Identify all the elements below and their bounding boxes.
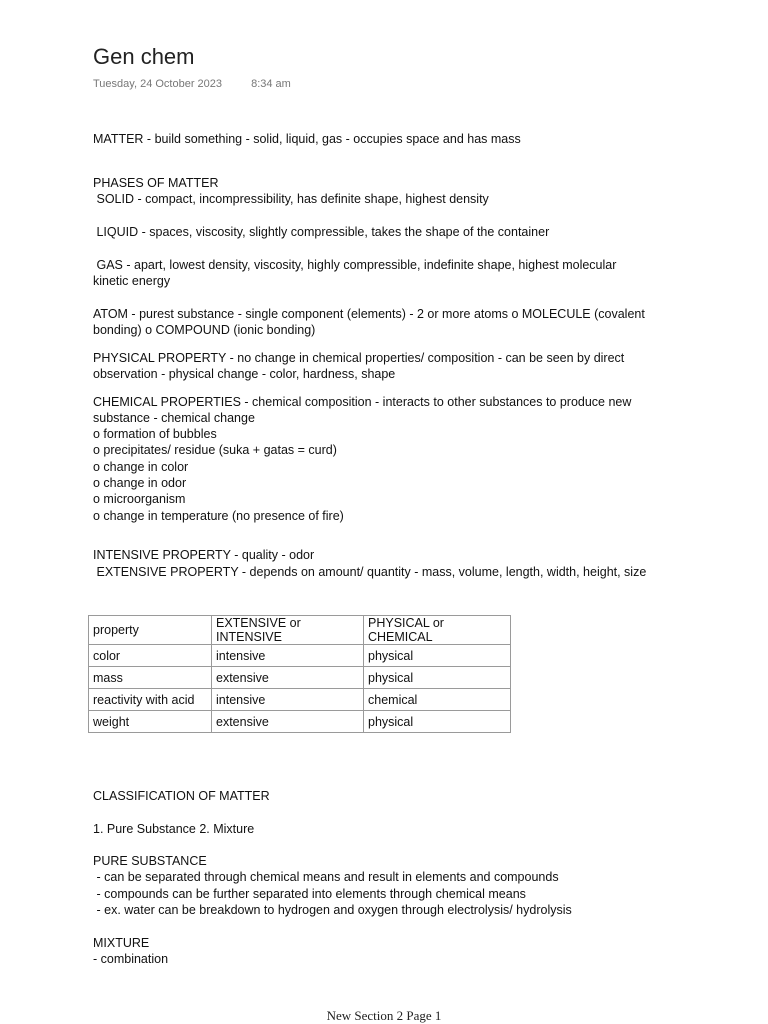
table-cell: extensive bbox=[212, 667, 364, 689]
table-cell: physical bbox=[364, 667, 511, 689]
chem-item: o microorganism bbox=[93, 492, 186, 506]
table-row bbox=[89, 667, 511, 689]
table-row bbox=[89, 711, 511, 733]
table-header-cell: PHYSICAL or CHEMICAL bbox=[364, 616, 511, 645]
extensive-line: EXTENSIVE PROPERTY - depends on amount/ quantity - mass, volume, length, width, height, size bbox=[93, 565, 647, 579]
table-row bbox=[89, 689, 511, 711]
chemical-property-line: CHEMICAL PROPERTIES - chemical composition - interacts to other substances to produce new substance - chemical change bbox=[93, 395, 635, 426]
table-row bbox=[89, 645, 511, 667]
atom-line: ATOM - purest substance - single component (elements) - 2 or more atoms o MOLECULE (covalent bonding) o COMPOUND (ionic bonding) bbox=[93, 307, 649, 338]
page-time: 8:34 am bbox=[251, 78, 291, 90]
table-cell: weight bbox=[89, 711, 212, 733]
pure-item: - compounds can be further separated into elements through chemical means bbox=[93, 887, 526, 901]
table-cell: color bbox=[89, 645, 212, 667]
table-cell: intensive bbox=[212, 645, 364, 667]
gas-line: GAS - apart, lowest density, viscosity, highly compressible, indefinite shape, highest molecular kinetic energy bbox=[93, 258, 620, 289]
classification-heading: CLASSIFICATION OF MATTER bbox=[93, 789, 270, 803]
page-title: Gen chem bbox=[93, 44, 195, 69]
chem-item: o change in odor bbox=[93, 476, 187, 490]
chem-item: o change in color bbox=[93, 460, 189, 474]
physical-property-line: PHYSICAL PROPERTY - no change in chemical properties/ composition - can be seen by direct observation - physical change - color, hardness, shape bbox=[93, 351, 628, 382]
page-meta bbox=[93, 78, 291, 90]
mixture-item: - combination bbox=[93, 952, 169, 966]
liquid-line: LIQUID - spaces, viscosity, slightly compressible, takes the shape of the container bbox=[93, 225, 550, 239]
phases-heading: PHASES OF MATTER bbox=[93, 176, 219, 190]
table-cell: intensive bbox=[212, 689, 364, 711]
table-header-row bbox=[89, 616, 511, 645]
pure-substance-heading: PURE SUBSTANCE bbox=[93, 854, 207, 868]
chem-item: o formation of bubbles bbox=[93, 427, 217, 441]
chem-item: o precipitates/ residue (suka + gatas = curd) bbox=[93, 443, 337, 457]
table-cell: physical bbox=[364, 645, 511, 667]
table-cell: physical bbox=[364, 711, 511, 733]
table-cell: mass bbox=[89, 667, 212, 689]
table-header-cell: property bbox=[89, 616, 212, 645]
table-cell: reactivity with acid bbox=[89, 689, 212, 711]
mixture-heading: MIXTURE bbox=[93, 936, 150, 950]
page-footer: New Section 2 Page 1 bbox=[326, 1008, 442, 1023]
pure-item: - ex. water can be breakdown to hydrogen and oxygen through electrolysis/ hydrolysis bbox=[93, 903, 572, 917]
solid-line: SOLID - compact, incompressibility, has definite shape, highest density bbox=[93, 192, 489, 206]
table-cell: chemical bbox=[364, 689, 511, 711]
property-table bbox=[88, 615, 511, 733]
pure-item: - can be separated through chemical means and result in elements and compounds bbox=[93, 870, 559, 884]
table-header-cell: EXTENSIVE or INTENSIVE bbox=[212, 616, 364, 645]
table-cell: extensive bbox=[212, 711, 364, 733]
types-line: 1. Pure Substance 2. Mixture bbox=[93, 822, 255, 836]
chem-item: o change in temperature (no presence of fire) bbox=[93, 509, 344, 523]
intensive-line: INTENSIVE PROPERTY - quality - odor bbox=[93, 548, 315, 562]
page-date: Tuesday, 24 October 2023 bbox=[93, 78, 223, 90]
matter-line: MATTER - build something - solid, liquid, gas - occupies space and has mass bbox=[93, 132, 521, 146]
